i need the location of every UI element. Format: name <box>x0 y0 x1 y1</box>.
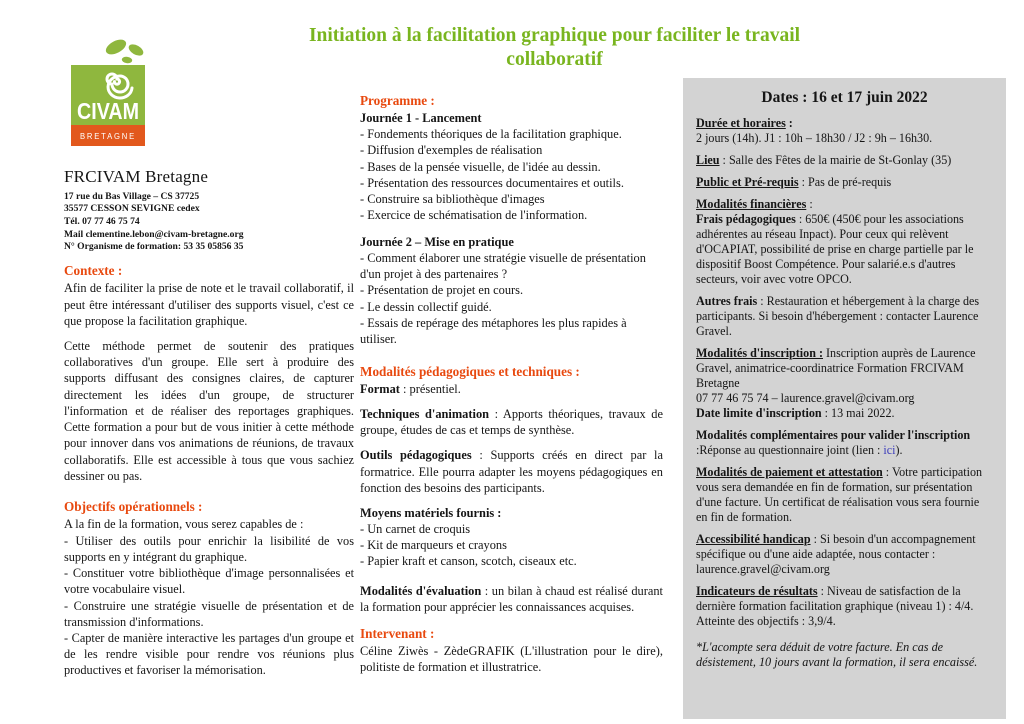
org-address-line2: 35577 CESSON SEVIGNE cedex <box>64 203 200 215</box>
journee2-item: - Comment élaborer une stratégie visuelle de présentation d'un projet à des partenaires ? <box>360 251 646 282</box>
complementaires-text: :Réponse au questionnaire joint (lien : <box>696 442 884 457</box>
org-training-number: N° Organisme de formation: 53 35 05856 35 <box>64 241 244 253</box>
indicateurs-label: Indicateurs de résultats <box>696 583 818 598</box>
public-line <box>696 175 993 190</box>
objectifs-item: - Capter de manière interactive les partages d'un groupe et de les rendre visible pour rendre vos réunions plus productives et favoriser la mémorisation. <box>64 630 354 678</box>
objectifs-item: - Construire une stratégie visuelle de présentation et de transmission d'informations. <box>64 598 354 629</box>
journee1-title: Journée 1 - Lancement <box>360 111 482 126</box>
objectifs-intro: A la fin de la formation, vous serez capables de : <box>64 517 304 532</box>
complementaires-line <box>696 428 993 458</box>
date-limite-text: : 13 mai 2022. <box>821 405 895 420</box>
journee1-item: - Fondements théoriques de la facilitation graphique. <box>360 127 622 142</box>
civam-logo-icon <box>70 38 156 148</box>
acompte-footnote: *L'acompte sera déduit de votre facture. En cas de désistement, 10 jours avant la formation, il sera encaissé. <box>696 639 978 669</box>
evaluation-text: : un bilan à chaud est réalisé durant la formation pour apprécier les connaissances acquises. <box>360 584 663 615</box>
duree-colon: : <box>785 116 793 131</box>
contexte-paragraph-2: Cette méthode permet de soutenir des pratiques collaboratives d'un groupe. Elle sert à produire des supports diffusant des consignes claires, de capturer directement les idées d'un groupe, de structurer l'information et de réaliser des reportages graphiques. Cette formation a pour but de vous initier à cette méthode pour innover dans vos animations de réunions, de travaux collaboratifs. Elle est accessible à tous que vous sachiez dessiner ou pas. <box>64 339 354 483</box>
moyens-title: Moyens matériels fournis : <box>360 505 502 520</box>
journee2-item: - Essais de repérage des métaphores les plus rapides à utiliser. <box>360 315 627 346</box>
programme-heading: Programme : <box>360 93 435 108</box>
journee2-list <box>360 250 663 347</box>
moyens-item: - Kit de marqueurs et crayons <box>360 538 507 553</box>
duree-text: 2 jours (14h). J1 : 10h – 18h30 / J2 : 9h – 16h30. <box>696 131 933 146</box>
contexte-heading: Contexte : <box>64 262 123 278</box>
format-line <box>360 381 663 397</box>
autres-frais-text: : Restauration et hébergement à la charge des participants. Si besoin d'hébergement : contacter Laurence Gravel. <box>696 294 980 339</box>
indicateurs-text: : Niveau de satisfaction de la dernière formation facilitation graphique (niveau 1) : 4/4. Atteinte des objectifs : 3,9/4. <box>696 583 974 628</box>
journee2-item: - Le dessin collectif guidé. <box>360 299 492 314</box>
outils-label: Outils pédagogiques <box>360 448 472 463</box>
logo-region-label: BRETAGNE <box>80 131 136 141</box>
org-address-line1: 17 rue du Bas Village – CS 37725 <box>64 190 200 202</box>
intervenant-heading: Intervenant : <box>360 625 435 641</box>
org-phone: Tél. 07 77 46 75 74 <box>64 215 140 227</box>
lieu-line <box>696 153 993 168</box>
intervenant-text: Céline Ziwès - ZèdeGRAFIK (L'illustration pour le dire), politiste de formation et illustratrice. <box>360 643 663 674</box>
logo-wordmark: CIVAM <box>77 98 139 124</box>
evaluation-label: Modalités d'évaluation <box>360 584 482 599</box>
org-address-block <box>64 191 354 254</box>
complementaires-after: ). <box>895 442 903 457</box>
accessibilite-text: : Si besoin d'un accompagnement spécifique ou d'une aide adaptée, nous contacter : laurence.gravel@civam.org <box>696 531 976 576</box>
objectifs-heading: Objectifs opérationnels : <box>64 498 203 514</box>
inscription-label: Modalités d'inscription : <box>696 346 823 361</box>
org-name: FRCIVAM Bretagne <box>64 167 209 187</box>
outils-text: : Supports créés en direct par la formatrice. Elle pourra adapter les moyens pédagogiques en fonction des besoins des participants. <box>360 448 663 495</box>
moyens-item: - Un carnet de croquis <box>360 521 471 536</box>
techniques-text: : Apports théoriques, travaux de groupe, études de cas et temps de synthèse. <box>360 407 663 438</box>
questionnaire-link[interactable]: ici <box>883 442 896 457</box>
autres-frais-label: Autres frais <box>696 294 758 309</box>
paiement-label: Modalités de paiement et attestation <box>696 464 883 479</box>
journee1-item: - Présentation des ressources documentaires et outils. <box>360 175 624 190</box>
evaluation-line <box>360 583 663 615</box>
public-text: : Pas de pré-requis <box>798 175 892 190</box>
public-label: Public et Pré-requis <box>696 175 799 190</box>
format-text: : présentiel. <box>399 382 461 397</box>
middle-column <box>360 92 663 684</box>
paiement-line <box>696 465 993 525</box>
moyens-item: - Papier kraft et canson, scotch, ciseaux etc. <box>360 554 577 569</box>
accessibilite-label: Accessibilité handicap <box>696 531 811 546</box>
org-email: Mail clementine.lebon@civam-bretagne.org <box>64 228 244 240</box>
format-label: Format <box>360 382 400 397</box>
paiement-text: : Votre participation vous sera demandée en fin de formation, sur présentation d'une facture. Un certificat de réalisation vous sera fournie en fin de formation. <box>696 464 983 524</box>
civam-logo <box>70 38 354 152</box>
journee1-item: - Bases de la pensée visuelle, de l'idée au dessin. <box>360 159 601 174</box>
modalites-pedagogiques-heading: Modalités pédagogiques et techniques : <box>360 363 580 379</box>
journee1-item: - Diffusion d'exemples de réalisation <box>360 143 543 158</box>
autres-frais-line <box>696 294 993 339</box>
duree-line <box>696 116 993 146</box>
financieres-label: Modalités financières <box>696 197 807 212</box>
duree-label: Durée et horaires <box>696 116 786 131</box>
dates-title: Dates : 16 et 17 juin 2022 <box>761 89 928 106</box>
complementaires-label: Modalités complémentaires pour valider l'inscription <box>696 427 971 442</box>
journee2-item: - Présentation de projet en cours. <box>360 283 524 298</box>
contexte-paragraph-1: Afin de faciliter la prise de note et le travail collaboratif, il peut être intéressant d'utiliser des supports visuel, c'est ce que propose la facilitation graphique. <box>64 281 354 328</box>
journee2-title: Journée 2 – Mise en pratique <box>360 235 514 250</box>
lieu-text: : Salle des Fêtes de la mairie de St-Gonlay (35) <box>719 153 952 168</box>
financieres-colon: : <box>806 197 813 212</box>
frais-label: Frais pédagogiques <box>696 212 796 227</box>
date-limite-label: Date limite d'inscription <box>696 405 822 420</box>
accessibilite-line <box>696 532 993 577</box>
left-column <box>64 38 354 679</box>
info-box <box>683 78 1006 719</box>
objectifs-list <box>64 516 354 678</box>
inscription-text: Inscription auprès de Laurence Gravel, animatrice-coordinatrice Formation FRCIVAM Bretagne <box>696 346 976 390</box>
moyens-list <box>360 521 663 569</box>
indicateurs-line <box>696 584 993 629</box>
lieu-label: Lieu <box>696 153 720 168</box>
page-title: Initiation à la facilitation graphique pour faciliter le travail collaboratif <box>308 25 801 71</box>
frais-text: : 650€ (450€ pour les associations adhérentes au réseau Inpact). Pour ceux qui relèvent d'OCAPIAT, possibilité de prise en charge partielle par le dispositif Boost Compétence. Pour salarié.e.s d'autres secteurs, voir avec votre OPCO. <box>696 212 974 287</box>
journee1-list <box>360 126 663 223</box>
techniques-label: Techniques d'animation <box>360 407 490 422</box>
objectifs-item: - Utiliser des outils pour enrichir la lisibilité de vos supports en y intégrant du graphique. <box>64 533 354 564</box>
inscription-line <box>696 346 993 421</box>
financieres-line <box>696 197 993 212</box>
techniques-line <box>360 406 663 438</box>
outils-line <box>360 447 663 495</box>
leaves-icon <box>103 38 145 64</box>
journee1-item: - Construire sa bibliothèque d'images <box>360 191 545 206</box>
inscription-contact: 07 77 46 75 74 – laurence.gravel@civam.org <box>696 390 915 405</box>
journee1-item: - Exercice de schématisation de l'information. <box>360 207 588 222</box>
objectifs-item: - Constituer votre bibliothèque d'image personnalisées et votre vocabulaire visuel. <box>64 566 354 597</box>
frais-line <box>696 212 993 287</box>
